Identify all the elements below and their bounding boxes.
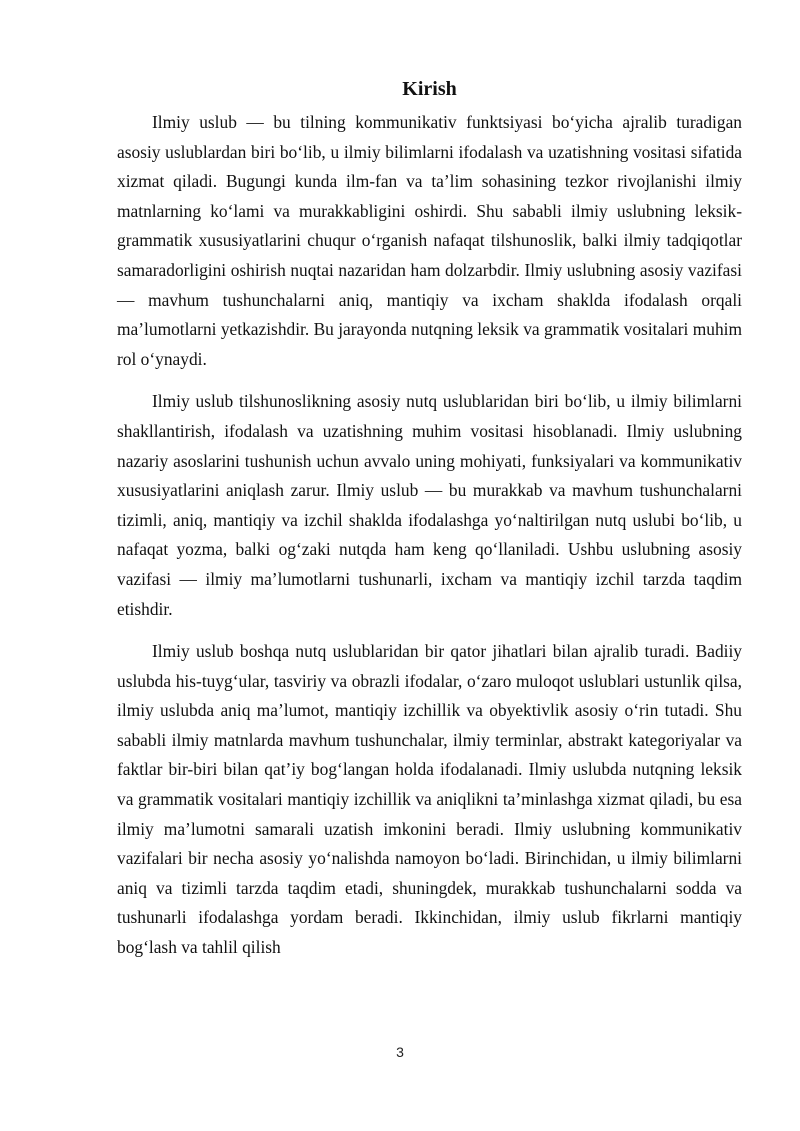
section-title: Kirish [402,78,457,100]
page-number: 3 [396,1044,404,1060]
paragraph-2: Ilmiy uslub tilshunoslikning asosiy nutq uslublaridan biri bo‘lib, u ilmiy bilimlarni shakllantirish, ifodalash va uzatishning muhim vositasi hisoblanadi. Ilmiy uslubning nazariy asoslarini tushunish uchun avvalo uning mohiyati, funksiyalari va kommunikativ xususiyatlarini aniqlash zarur. Ilmiy uslub — bu murakkab va mavhum tushunchalarni tizimli, aniq, mantiqiy va izchil shaklda ifodalashga yo‘naltirilgan nutq uslubi bo‘lib, u nafaqat yozma, balki og‘zaki nutqda ham keng qo‘llaniladi. Ushbu uslubning asosiy vazifasi — ilmiy ma’lumotlarni tushunarli, ixcham va mantiqiy izchil tarzda taqdim etishdir. [117,391,742,619]
paragraph-1: Ilmiy uslub — bu tilning kommunikativ funktsiyasi bo‘yicha ajralib turadigan asosiy uslublardan biri bo‘lib, u ilmiy bilimlarni ifodalash va uzatishning vositasi sifatida xizmat qiladi. Bugungi kunda ilm-fan va ta’lim sohasining tezkor rivojlanishi ilmiy matnlarning ko‘lami va murakkabligini oshirdi. Shu sababli ilmiy uslubning leksik-grammatik xususiyatlarini chuqur o‘rganish nafaqat tilshunoslik, balki ilmiy tadqiqotlar samaradorligini oshirish nuqtai nazaridan ham dolzarbdir. Ilmiy uslubning asosiy vazifasi — mavhum tushunchalarni aniq, mantiqiy va ixcham shaklda ifodalash orqali ma’lumotlarni yetkazishdir. Bu jarayonda nutqning leksik va grammatik vositalari muhim rol o‘ynaydi. [117,112,742,369]
page-content [117,74,742,963]
paragraph-3: Ilmiy uslub boshqa nutq uslublaridan bir qator jihatlari bilan ajralib turadi. Badiiy uslubda his-tuyg‘ular, tasviriy va obrazli ifodalar, o‘zaro muloqot uslublari ustunlik qilsa, ilmiy uslubda aniq ma’lumot, mantiqiy izchillik va obyektivlik asosiy o‘rin tutadi. Shu sababli ilmiy matnlarda mavhum tushunchalar, ilmiy terminlar, abstrakt kategoriyalar va faktlar bir-biri bilan qat’iy bog‘langan holda ifodalanadi. Ilmiy uslubda nutqning leksik va grammatik vositalari mantiqiy izchillik va aniqlikni ta’minlashga xizmat qiladi, bu esa ilmiy ma’lumotni samarali uzatish imkonini beradi. Ilmiy uslubning kommunikativ vazifalari bir necha asosiy yo‘nalishda namoyon bo‘ladi. Birinchidan, u ilmiy bilimlarni aniq va tizimli tarzda taqdim etadi, shuningdek, murakkab tushunchalarni sodda va tushunarli ifodalashga yordam beradi. Ikkinchidan, ilmiy uslub fikrlarni mantiqiy bog‘lash va tahlil qilish [117,641,742,958]
